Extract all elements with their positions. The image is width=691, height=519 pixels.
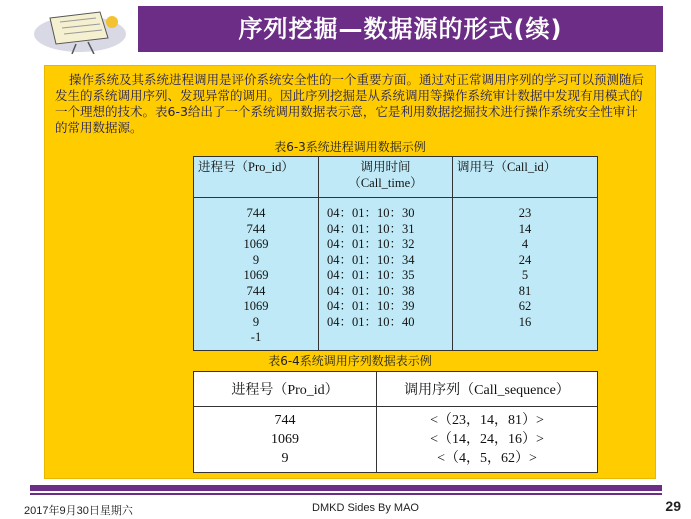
t1-call-id-value: 5 [521,268,529,282]
t1-call-id-value: 23 [518,206,532,220]
slide-logo-illustration [30,8,130,54]
t1-call-id-value: 62 [518,299,532,313]
process-call-table [193,156,598,351]
t2-pro-id-column [194,407,377,473]
t1-call-time-value: 04：01：10：30 [327,206,415,220]
t2-pro-id-value: 9 [281,451,289,466]
t1-header-pro-id: 进程号（Pro_id） [194,157,319,198]
t1-pro-id-column [194,198,319,351]
t1-call-time-value: 04：01：10：39 [327,299,415,313]
t1-call-time-value: 04：01：10：34 [327,252,415,267]
t1-header-call-time-line: 调用时间 [360,160,411,174]
t1-pro-id-value: 744 [246,221,266,236]
t1-call-id-value: 81 [518,283,532,298]
footer-date: 2017年9月30日星期六 [24,505,133,517]
t1-call-time-value: 04：01：10：35 [327,268,415,282]
t1-header-call-time-line: （Call_time） [348,176,423,190]
title-bar [138,6,663,52]
t1-pro-id-value: 1069 [243,268,269,282]
slide-title: 序列挖掘—数据源的形式(续) [238,15,563,43]
t2-sequence-value: <（4，5，62）> [437,451,537,466]
footer-divider-thick [30,485,662,491]
t1-header-call-id: 调用号（Call_id） [453,157,598,198]
content-panel [45,66,655,478]
t1-call-id-column [453,198,598,351]
footer-divider-thin [30,493,662,495]
table2-caption: 表6-4系统调用序列数据表示例 [268,354,432,368]
t2-header-call-sequence: 调用序列（Call_sequence） [377,372,598,407]
t2-header-pro-id: 进程号（Pro_id） [194,372,377,407]
t2-pro-id-value: 744 [274,413,296,428]
t1-call-time-column [319,198,453,351]
call-sequence-table [193,371,598,473]
footer-center-text: DMKD Sides By MAO [312,502,419,514]
t1-call-time-value: 04：01：10：40 [327,314,415,329]
t1-call-time-value: 04：01：10：32 [327,237,415,251]
t1-pro-id-value: 9 [252,314,260,329]
table1-caption: 表6-3系统进程调用数据示例 [274,140,426,154]
t1-header-call-time [319,157,453,198]
t1-pro-id-value: -1 [250,330,262,344]
t1-header-call-time-text [323,159,448,191]
t1-pro-id-value: 744 [246,283,266,298]
t2-sequence-column [377,407,598,473]
t1-pro-id-value: 1069 [243,237,269,251]
t1-call-time-value: 04：01：10：31 [327,221,415,236]
t2-pro-id-value: 1069 [271,432,299,447]
t2-sequence-value: <（14，24，16）> [430,432,544,447]
intro-paragraph: 操作系统及其系统进程调用是评价系统安全性的一个重要方面。通过对正常调用序列的学习可以预测随后发生的系统调用序列、发现异常的调用。因此序列挖掘是从系统调用等操作系统审计数据中发现有用模式的一个理想的技术。表6-3给出了一个系统调用数据表示意，它是利用数据挖掘技术进行操作系统安全性审计的常用数据源。 [55,72,645,135]
t1-call-id-value: 14 [518,221,532,236]
t1-pro-id-value: 744 [246,206,266,220]
page-number: 29 [665,498,681,514]
t1-call-id-value: 24 [518,252,532,267]
t2-sequence-value: <（23，14，81）> [430,413,544,428]
t1-pro-id-value: 9 [252,252,260,267]
t1-call-id-value: 16 [518,314,532,329]
t1-call-time-value: 04：01：10：38 [327,283,415,298]
t1-call-id-value: 4 [521,237,529,251]
t1-pro-id-value: 1069 [243,299,269,313]
